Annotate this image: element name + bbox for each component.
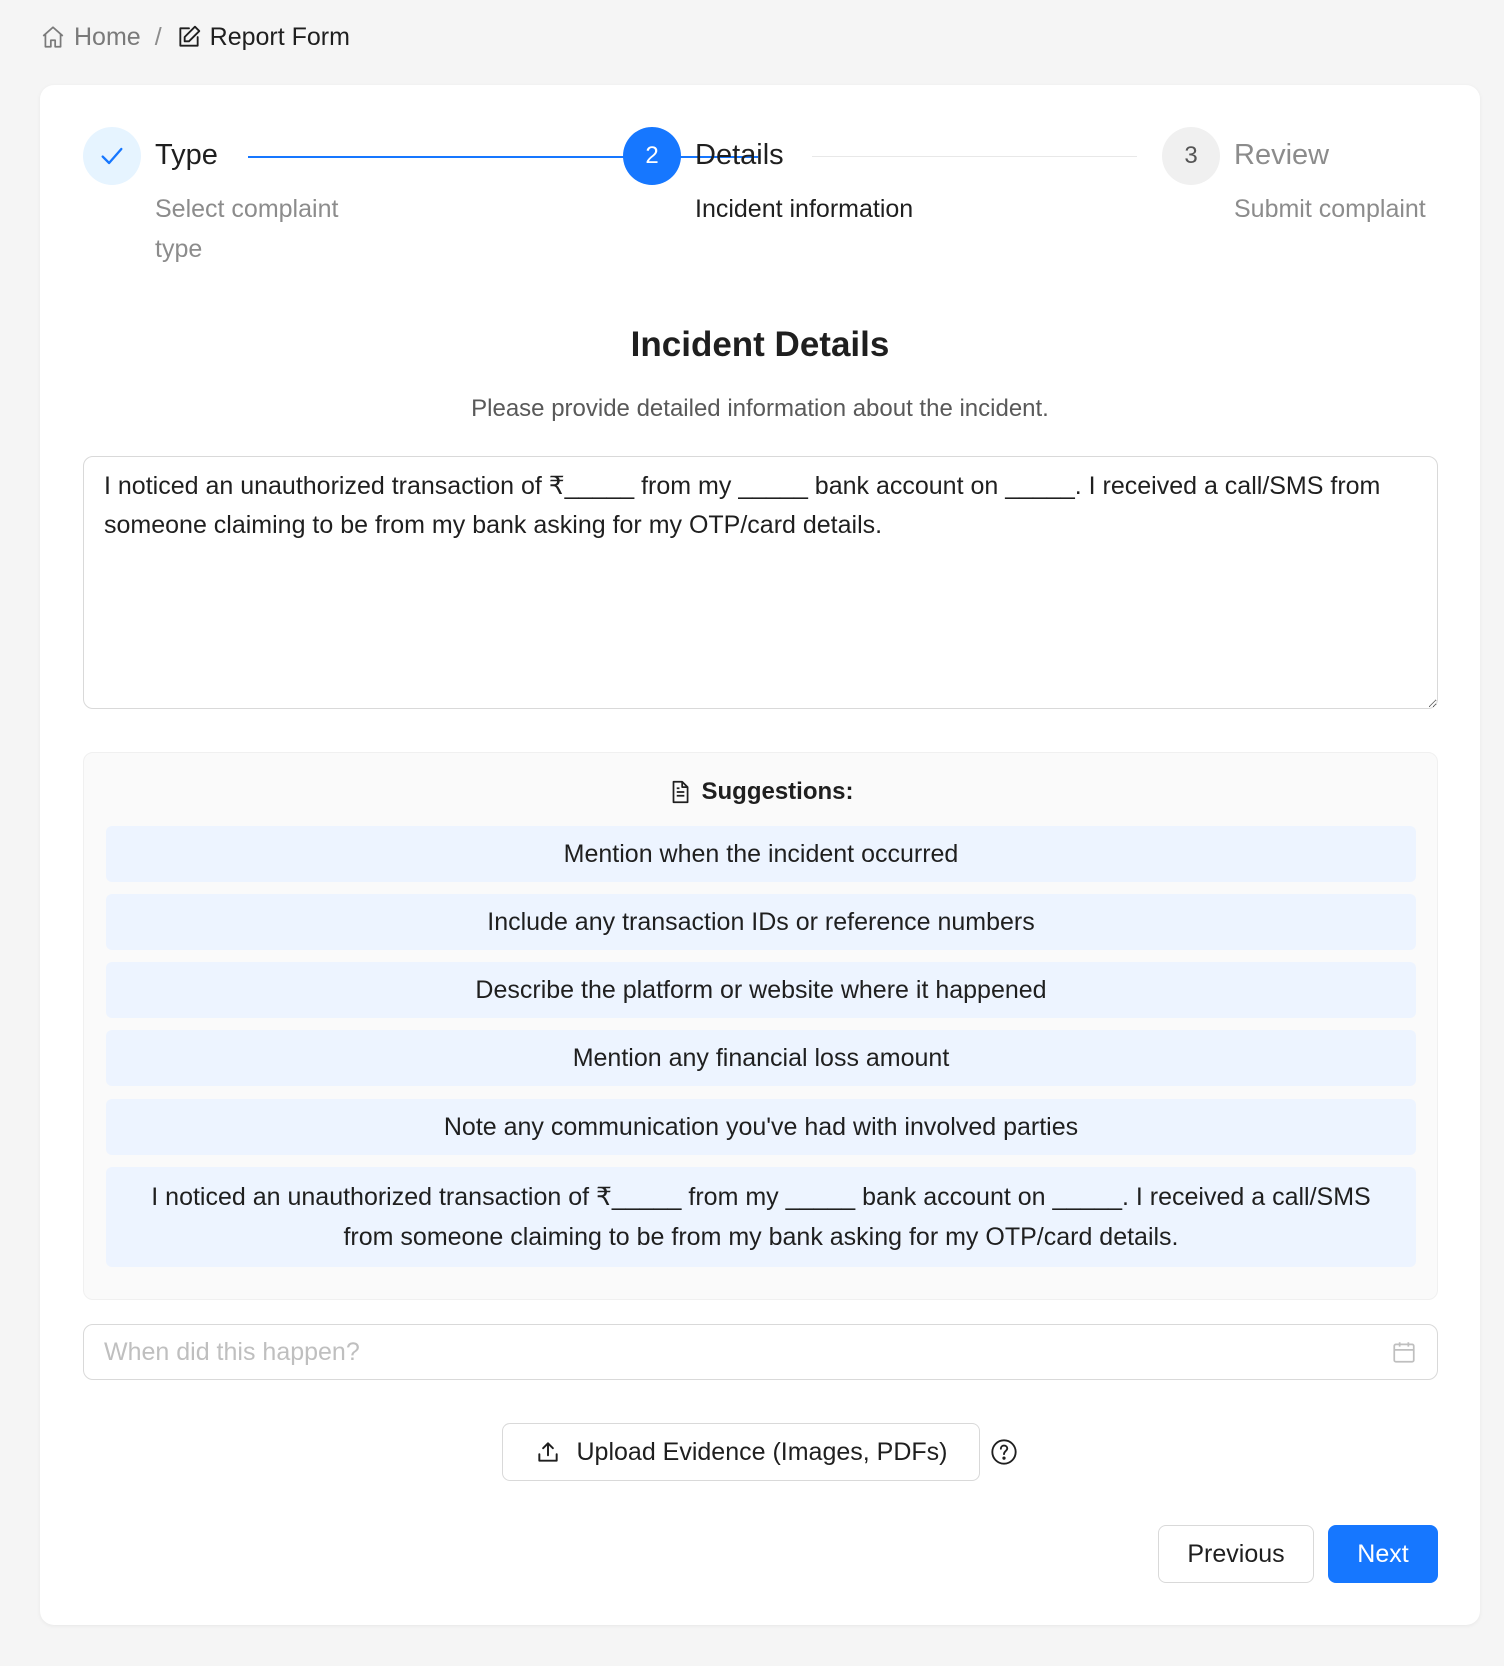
suggestion-item[interactable]: Note any communication you've had with involved parties: [106, 1099, 1416, 1155]
step-description: Incident information: [695, 195, 914, 223]
section-title: Incident Details: [630, 325, 890, 364]
step-number: 3: [1162, 127, 1220, 185]
breadcrumb-separator: /: [154, 22, 162, 51]
incident-date-picker[interactable]: [83, 1324, 1438, 1380]
step-connector-finished: [248, 156, 758, 158]
file-text-icon: [667, 779, 693, 805]
suggestion-item[interactable]: Include any transaction IDs or reference numbers: [106, 894, 1416, 950]
edit-icon: [176, 24, 202, 50]
suggestion-item[interactable]: Describe the platform or website where it happened: [106, 962, 1416, 1018]
upload-evidence-label: Upload Evidence (Images, PDFs): [576, 1437, 948, 1466]
incident-date-input[interactable]: [104, 1338, 1391, 1367]
breadcrumb-current: [176, 23, 350, 52]
suggestions-header: [84, 778, 1437, 806]
suggestion-item[interactable]: Mention when the incident occurred: [106, 826, 1416, 882]
question-circle-icon[interactable]: [990, 1438, 1018, 1466]
step-title: Review: [1234, 139, 1330, 171]
calendar-icon: [1391, 1339, 1417, 1365]
breadcrumb: [40, 20, 350, 54]
step-finished-indicator: [83, 127, 141, 185]
step-title: Type: [155, 139, 218, 171]
step-connector-pending: [812, 156, 1137, 157]
step-title: Details: [695, 139, 784, 171]
section-subtitle: Please provide detailed information about the incident.: [471, 395, 1049, 422]
next-button[interactable]: Next: [1328, 1525, 1438, 1583]
check-icon: [98, 142, 126, 170]
upload-icon: [535, 1439, 561, 1465]
breadcrumb-home[interactable]: [40, 23, 141, 52]
report-form-card: [40, 85, 1480, 1625]
home-icon: [40, 24, 66, 50]
upload-evidence-button[interactable]: [502, 1423, 980, 1481]
suggestions-header-label: Suggestions:: [701, 778, 854, 805]
breadcrumb-home-label: Home: [74, 22, 141, 51]
suggestion-item[interactable]: Mention any financial loss amount: [106, 1030, 1416, 1086]
incident-description-textarea[interactable]: [83, 456, 1438, 709]
step-description: Submit complaint: [1234, 195, 1426, 223]
step-description: Select complaint type: [155, 195, 339, 263]
suggestion-item-template[interactable]: I noticed an unauthorized transaction of ₹_____ from my _____ bank account on _____. I received a call/SMS from someone claiming to be from my bank asking for my OTP/card details.: [106, 1167, 1416, 1267]
breadcrumb-current-label: Report Form: [209, 22, 350, 51]
suggestions-panel: [83, 752, 1438, 1300]
previous-button[interactable]: Previous: [1158, 1525, 1314, 1583]
step-number: 2: [623, 127, 681, 185]
